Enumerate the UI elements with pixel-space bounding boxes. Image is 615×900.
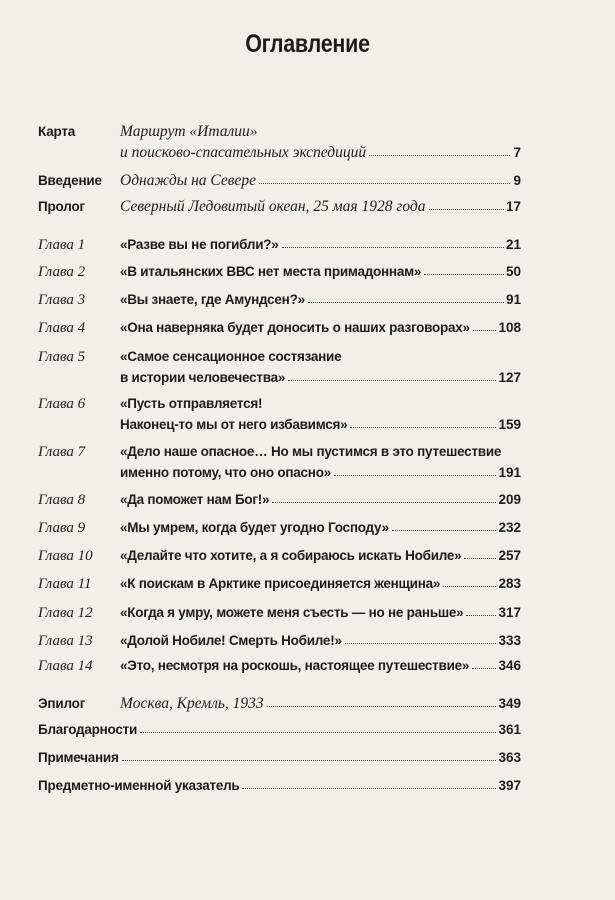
toc-entry-epilogue[interactable] [0,694,615,716]
chapter-label: Глава 7 [38,444,86,460]
toc-entry-chapter[interactable] [0,656,615,678]
toc-entry-index[interactable] [0,776,615,798]
toc-entry-chapter[interactable] [0,262,615,284]
entry-title-line2: и поисково-спасательных экспедиций [120,143,521,163]
page-number: 317 [496,603,521,623]
page-number: 346 [496,656,521,676]
page-number: 349 [496,694,521,714]
toc-entry-chapter[interactable] [0,235,615,257]
page-number: 159 [496,415,521,435]
chapter-title: «Она наверняка будет доносить о наших разговорах» [120,318,521,338]
page-number: 21 [504,235,521,255]
entry-title: Москва, Кремль, 1933 [120,694,521,714]
toc-entry-chapter-continued[interactable] [0,463,615,485]
toc-entry-chapter[interactable] [0,603,615,625]
toc-entry-chapter[interactable] [0,347,615,369]
chapter-label: Глава 6 [38,396,86,412]
chapter-title: «К поискам в Арктике присоединяется женщина» [120,574,521,594]
chapter-title: «Делайте что хотите, а я собираюсь искать Нобиле» [120,546,521,566]
toc-entry-chapter[interactable] [0,631,615,653]
page-number: 191 [496,463,521,483]
chapter-title: «Когда я умру, можете меня съесть — но не раньше» [120,603,521,623]
chapter-title: «Это, несмотря на роскошь, настоящее путешествие» [120,656,521,676]
chapter-title: «Мы умрем, когда будет угодно Господу» [120,518,521,538]
toc-entry-chapter[interactable] [0,442,615,464]
chapter-label: Глава 13 [38,633,93,649]
dot-leader [122,748,518,761]
chapter-label: Глава 11 [38,576,92,592]
toc-entry-chapter[interactable] [0,546,615,568]
chapter-label: Глава 10 [38,548,93,564]
chapter-title: «Дело наше опасное… Но мы пустимся в это путешествие [120,444,502,459]
entry-label: Пролог [38,199,85,214]
dot-leader [282,235,518,248]
page-number: 7 [511,143,521,163]
page-number: 363 [496,748,521,768]
page-number: 9 [511,171,521,191]
chapter-title: Наконец-то мы от него избавимся» [120,415,521,435]
page-number: 127 [496,368,521,388]
chapter-title: в истории человечества» [120,368,521,388]
page-number: 397 [496,776,521,796]
dot-leader [369,143,518,156]
entry-label: Эпилог [38,696,86,711]
dot-leader [259,171,518,184]
page-number: 17 [504,197,521,217]
dot-leader [242,776,518,789]
page-number: 232 [496,518,521,538]
toc-entry-chapter[interactable] [0,574,615,596]
chapter-label: Глава 3 [38,292,86,308]
entry-title: Северный Ледовитый океан, 25 мая 1928 года [120,197,521,217]
entry-title: Предметно-именной указатель [38,776,521,796]
page-number: 108 [496,318,521,338]
chapter-label: Глава 14 [38,658,93,674]
dot-leader [308,290,518,303]
toc-entry-chapter[interactable] [0,394,615,416]
chapter-label: Глава 2 [38,264,86,280]
toc-entry-chapter-continued[interactable] [0,368,615,390]
dot-leader [345,631,518,644]
page-number: 209 [496,490,521,510]
dot-leader [140,720,518,733]
entry-title-line1: Маршрут «Италии» [120,123,258,140]
page-number: 361 [496,720,521,740]
page-number: 91 [504,290,521,310]
toc-entry-map[interactable] [0,122,615,144]
chapter-label: Глава 5 [38,349,86,365]
page-number: 257 [496,546,521,566]
page-number: 333 [496,631,521,651]
chapter-title: «Вы знаете, где Амундсен?» [120,290,521,310]
chapter-label: Глава 12 [38,605,93,621]
entry-title: Благодарности [38,720,521,740]
chapter-title: «Самое сенсационное состязание [120,349,342,364]
chapter-label: Глава 9 [38,520,86,536]
chapter-label: Глава 1 [38,237,86,253]
toc-entry-chapter[interactable] [0,518,615,540]
toc-entry-introduction[interactable] [0,171,615,193]
page-number: 283 [496,574,521,594]
dot-leader [288,368,518,381]
toc-entry-map-continued[interactable] [0,143,615,165]
chapter-label: Глава 4 [38,320,86,336]
dot-leader [350,415,518,428]
toc-entry-chapter-continued[interactable] [0,415,615,437]
chapter-title: «Да поможет нам Бог!» [120,490,521,510]
chapter-label: Глава 8 [38,492,86,508]
chapter-title: «В итальянских ВВС нет места примадоннам» [120,262,521,282]
page-title: Оглавление [245,30,370,58]
toc-entry-chapter[interactable] [0,318,615,340]
toc-entry-acknowledgements[interactable] [0,720,615,742]
chapter-title: «Долой Нобиле! Смерть Нобиле!» [120,631,521,651]
toc-entry-prologue[interactable] [0,197,615,219]
chapter-title: «Разве вы не погибли?» [120,235,521,255]
toc-entry-chapter[interactable] [0,490,615,512]
dot-leader [267,694,518,707]
page-number: 50 [504,262,521,282]
entry-label: Введение [38,173,102,188]
entry-label: Карта [38,124,76,139]
chapter-title: «Пусть отправляется! [120,396,263,411]
chapter-title: именно потому, что оно опасно» [120,463,521,483]
toc-entry-chapter[interactable] [0,290,615,312]
entry-title: Однажды на Севере [120,171,521,191]
toc-entry-notes[interactable] [0,748,615,770]
dot-leader [334,463,518,476]
entry-title: Примечания [38,748,521,768]
dot-leader [272,490,518,503]
